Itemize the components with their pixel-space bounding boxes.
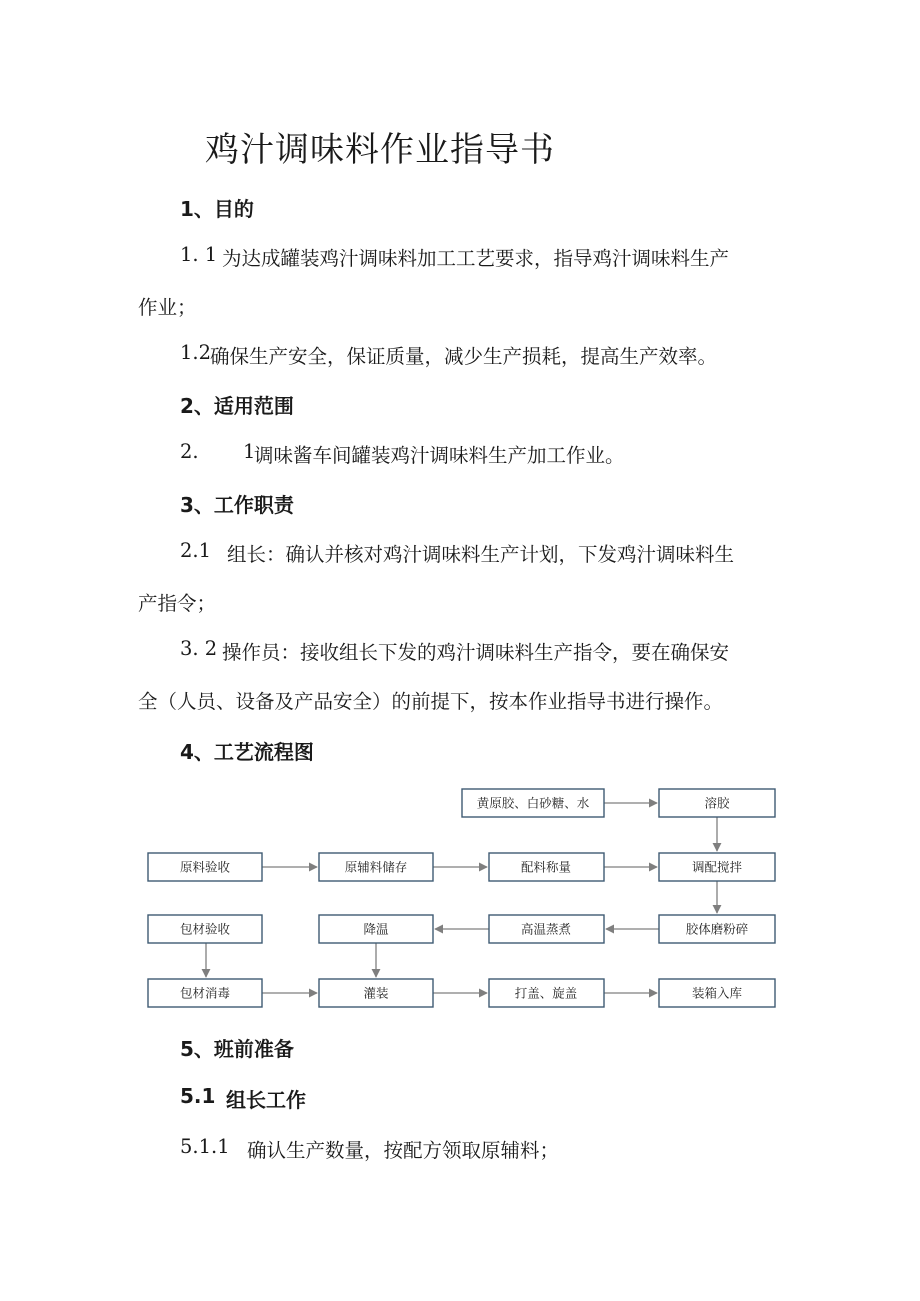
- node-boxing-label: 装箱入库: [691, 985, 743, 1001]
- para-1-2-text: 确保生产安全，保证质量，减少生产损耗，提高生产效率。: [210, 345, 718, 368]
- node-raw-accept-label: 原料验收: [179, 859, 231, 875]
- node-pack-accept-label: 包材验收: [179, 921, 231, 937]
- item-5-1-1-text: 确认生产数量，按配方领取原辅料；: [247, 1139, 560, 1162]
- para-1-1-number: 1. 1: [180, 243, 218, 266]
- para-3-2-line2: 全（人员、设备及产品安全）的前提下，按本作业指导书进行操作。: [138, 690, 724, 713]
- para-2-1-number: 2.: [180, 440, 199, 463]
- node-weighing-label: 配料称量: [520, 859, 572, 875]
- para-3-1-line1: 组长：确认并核对鸡汁调味料生产计划，下发鸡汁调味料生: [227, 543, 735, 566]
- node-mixing-label: 调配搅拌: [691, 859, 743, 875]
- para-3-2-line1: 操作员：接收组长下发的鸡汁调味料生产指令，要在确保安: [222, 641, 730, 664]
- para-2-1-number-b: 1: [243, 440, 256, 463]
- node-storage-label: 原辅料储存: [344, 859, 408, 875]
- para-2-1-text: 调味酱车间罐装鸡汁调味料生产加工作业。: [254, 444, 625, 467]
- section-5-heading: 5、班前准备: [180, 1037, 294, 1061]
- item-5-1-1-number: 5.1.1: [180, 1135, 230, 1158]
- section-4-heading: 4、工艺流程图: [180, 740, 314, 764]
- node-filling-label: 灌装: [363, 985, 389, 1001]
- node-steaming-label: 高温蒸煮: [520, 921, 572, 937]
- para-1-1-line2: 作业；: [138, 296, 197, 319]
- node-cooling-label: 降温: [363, 921, 389, 937]
- section-2-heading: 2、适用范围: [180, 394, 294, 418]
- section-3-heading: 3、工作职责: [180, 493, 294, 517]
- para-1-2-number: 1.2: [180, 341, 212, 364]
- node-gelatin-input-label: 黄原胶、白砂糖、水: [476, 795, 590, 811]
- section-1-heading: 1、目的: [180, 197, 254, 221]
- para-3-1-number: 2.1: [180, 539, 212, 562]
- node-dissolve-label: 溶胶: [704, 795, 730, 811]
- para-3-1-line2: 产指令；: [138, 592, 217, 615]
- node-capping-label: 打盖、旋盖: [514, 985, 578, 1001]
- page-title: 鸡汁调味料作业指导书: [205, 130, 555, 170]
- node-pack-disinfect-label: 包材消毒: [179, 985, 231, 1001]
- para-3-2-number: 3. 2: [180, 637, 218, 660]
- para-1-1-line1: 为达成罐装鸡汁调味料加工工艺要求，指导鸡汁调味料生产: [222, 247, 730, 270]
- node-colloid-mill-label: 胶体磨粉碎: [685, 921, 749, 937]
- subsection-5-1-title: 组长工作: [226, 1088, 306, 1112]
- subsection-5-1-number: 5.1: [180, 1084, 216, 1108]
